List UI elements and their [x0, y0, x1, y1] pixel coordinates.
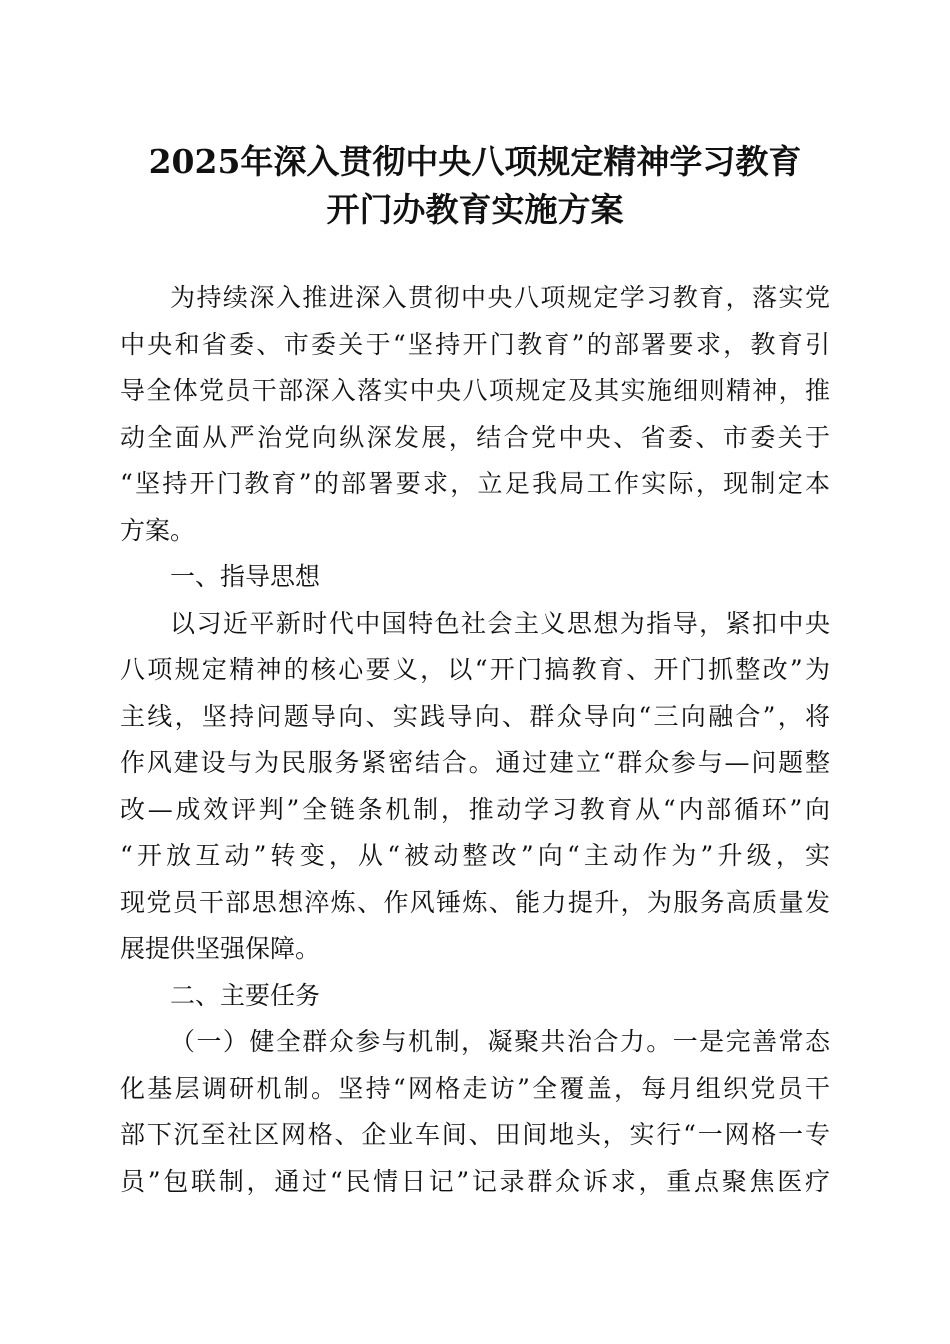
section-heading: 二、主要任务 [170, 980, 321, 1010]
paragraph-line: 动全面从严治党向纵深发展，结合党中央、省委、市委关于 [120, 422, 830, 452]
paragraph-line: 部下沉至社区网格、企业车间、田间地头，实行“一网格一专 [120, 1120, 830, 1149]
paragraph-line: 中央和省委、市委关于“坚持开门教育”的部署要求，教育引 [120, 329, 830, 359]
paragraph-line: “坚持开门教育”的部署要求，立足我局工作实际，现制定本 [120, 469, 830, 498]
paragraph-line: 方案。 [120, 515, 196, 545]
document-title-line-1: 2025年深入贯彻中央八项规定精神学习教育 [148, 142, 802, 181]
paragraph-line: 员”包联制，通过“民情日记”记录群众诉求，重点聚焦医疗 [120, 1166, 830, 1196]
section-heading: 一、指导思想 [170, 562, 321, 591]
paragraph-line: 导全体党员干部深入落实中央八项规定及其实施细则精神，推 [120, 376, 830, 405]
paragraph-line: 以习近平新时代中国特色社会主义思想为指导，紧扣中央 [170, 608, 830, 638]
paragraph-line: 八项规定精神的核心要义，以“开门搞教育、开门抓整改”为 [120, 655, 830, 684]
paragraph-line: 主线，坚持问题导向、实践导向、群众导向“三向融合”，将 [120, 701, 830, 731]
paragraph-line: 改—成效评判”全链条机制，推动学习教育从“内部循环”向 [120, 794, 830, 824]
paragraph-line: 现党员干部思想淬炼、作风锤炼、能力提升，为服务高质量发 [120, 887, 830, 917]
paragraph-line: （一）健全群众参与机制，凝聚共治合力。一是完善常态 [170, 1027, 830, 1056]
document-title-line-2: 开门办教育实施方案 [326, 190, 624, 229]
paragraph-line: 为持续深入推进深入贯彻中央八项规定学习教育，落实党 [170, 283, 830, 312]
paragraph-line: “开放互动”转变，从“被动整改”向“主动作为”升级，实 [120, 841, 830, 870]
paragraph-line: 展提供坚强保障。 [120, 934, 321, 963]
paragraph-line: 化基层调研机制。坚持“网格走访”全覆盖，每月组织党员干 [120, 1073, 830, 1103]
document-body [120, 275, 830, 1205]
paragraph-line: 作风建设与为民服务紧密结合。通过建立“群众参与—问题整 [120, 748, 830, 777]
